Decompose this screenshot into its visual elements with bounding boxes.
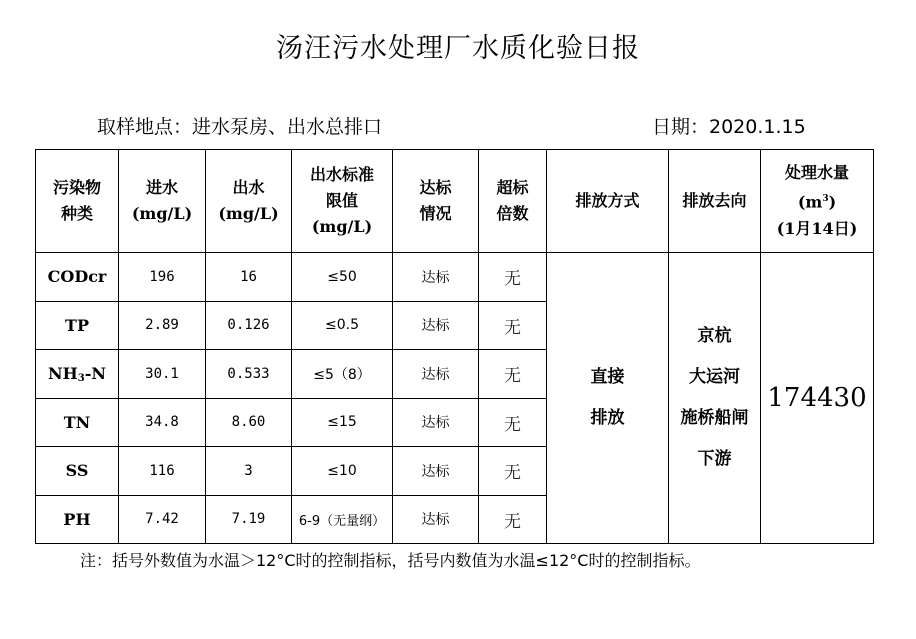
header-pollutant: 污染物 种类: [36, 150, 119, 253]
header-volume: 处理水量 $(m^3)$ (1月14日): [761, 150, 874, 253]
discharge-destination: 京杭 大运河 施桥船闸 下游: [669, 253, 761, 544]
outflow-value: 0.126: [206, 301, 292, 350]
limit-value: ≤10: [292, 447, 393, 496]
limit-value: ≤50: [292, 253, 393, 302]
exceed-multiple: 无: [479, 447, 547, 496]
pollutant-name: TP: [36, 301, 119, 350]
water-quality-table: [35, 149, 874, 544]
footnote: 注：括号外数值为水温＞12°C时的控制指标，括号内数值为水温≤12°C时的控制指标。: [80, 551, 701, 570]
exceed-multiple: 无: [479, 495, 547, 544]
header-compliance: 达标 情况: [393, 150, 479, 253]
outflow-value: 8.60: [206, 398, 292, 447]
header-limit: 出水标准 限值 (mg/L): [292, 150, 393, 253]
inflow-value: 196: [119, 253, 206, 302]
exceed-multiple: 无: [479, 398, 547, 447]
outflow-value: 7.19: [206, 495, 292, 544]
report-title: 汤汪污水处理厂水质化验日报: [276, 33, 640, 64]
exceed-multiple: 无: [479, 301, 547, 350]
inflow-value: 2.89: [119, 301, 206, 350]
inflow-value: 30.1: [119, 350, 206, 399]
header-inflow: 进水 (mg/L): [119, 150, 206, 253]
report-date: 日期：2020.1.15: [652, 116, 806, 138]
outflow-value: 16: [206, 253, 292, 302]
limit-value: 6-9（无量纲）: [292, 495, 393, 544]
inflow-value: 34.8: [119, 398, 206, 447]
discharge-method: 直接 排放: [547, 253, 669, 544]
inflow-value: 7.42: [119, 495, 206, 544]
pollutant-name: CODcr: [36, 253, 119, 302]
limit-value: ≤15: [292, 398, 393, 447]
pollutant-name: $NH_3-N$: [36, 350, 119, 399]
limit-value: ≤5（8）: [292, 350, 393, 399]
compliance-status: 达标: [393, 495, 479, 544]
compliance-status: 达标: [393, 301, 479, 350]
exceed-multiple: 无: [479, 350, 547, 399]
header-row: [36, 150, 874, 253]
compliance-status: 达标: [393, 398, 479, 447]
header-outflow: 出水 (mg/L): [206, 150, 292, 253]
table-row: [36, 253, 874, 302]
pollutant-name: PH: [36, 495, 119, 544]
pollutant-name: SS: [36, 447, 119, 496]
compliance-status: 达标: [393, 253, 479, 302]
outflow-value: 3: [206, 447, 292, 496]
compliance-status: 达标: [393, 447, 479, 496]
header-exceed: 超标 倍数: [479, 150, 547, 253]
inflow-value: 116: [119, 447, 206, 496]
treated-volume: 174430: [761, 253, 874, 544]
header-discharge-destination: 排放去向: [669, 150, 761, 253]
compliance-status: 达标: [393, 350, 479, 399]
outflow-value: 0.533: [206, 350, 292, 399]
exceed-multiple: 无: [479, 253, 547, 302]
sampling-location: 取样地点：进水泵房、出水总排口: [97, 116, 383, 138]
header-discharge-method: 排放方式: [547, 150, 669, 253]
limit-value: ≤0.5: [292, 301, 393, 350]
pollutant-name: TN: [36, 398, 119, 447]
